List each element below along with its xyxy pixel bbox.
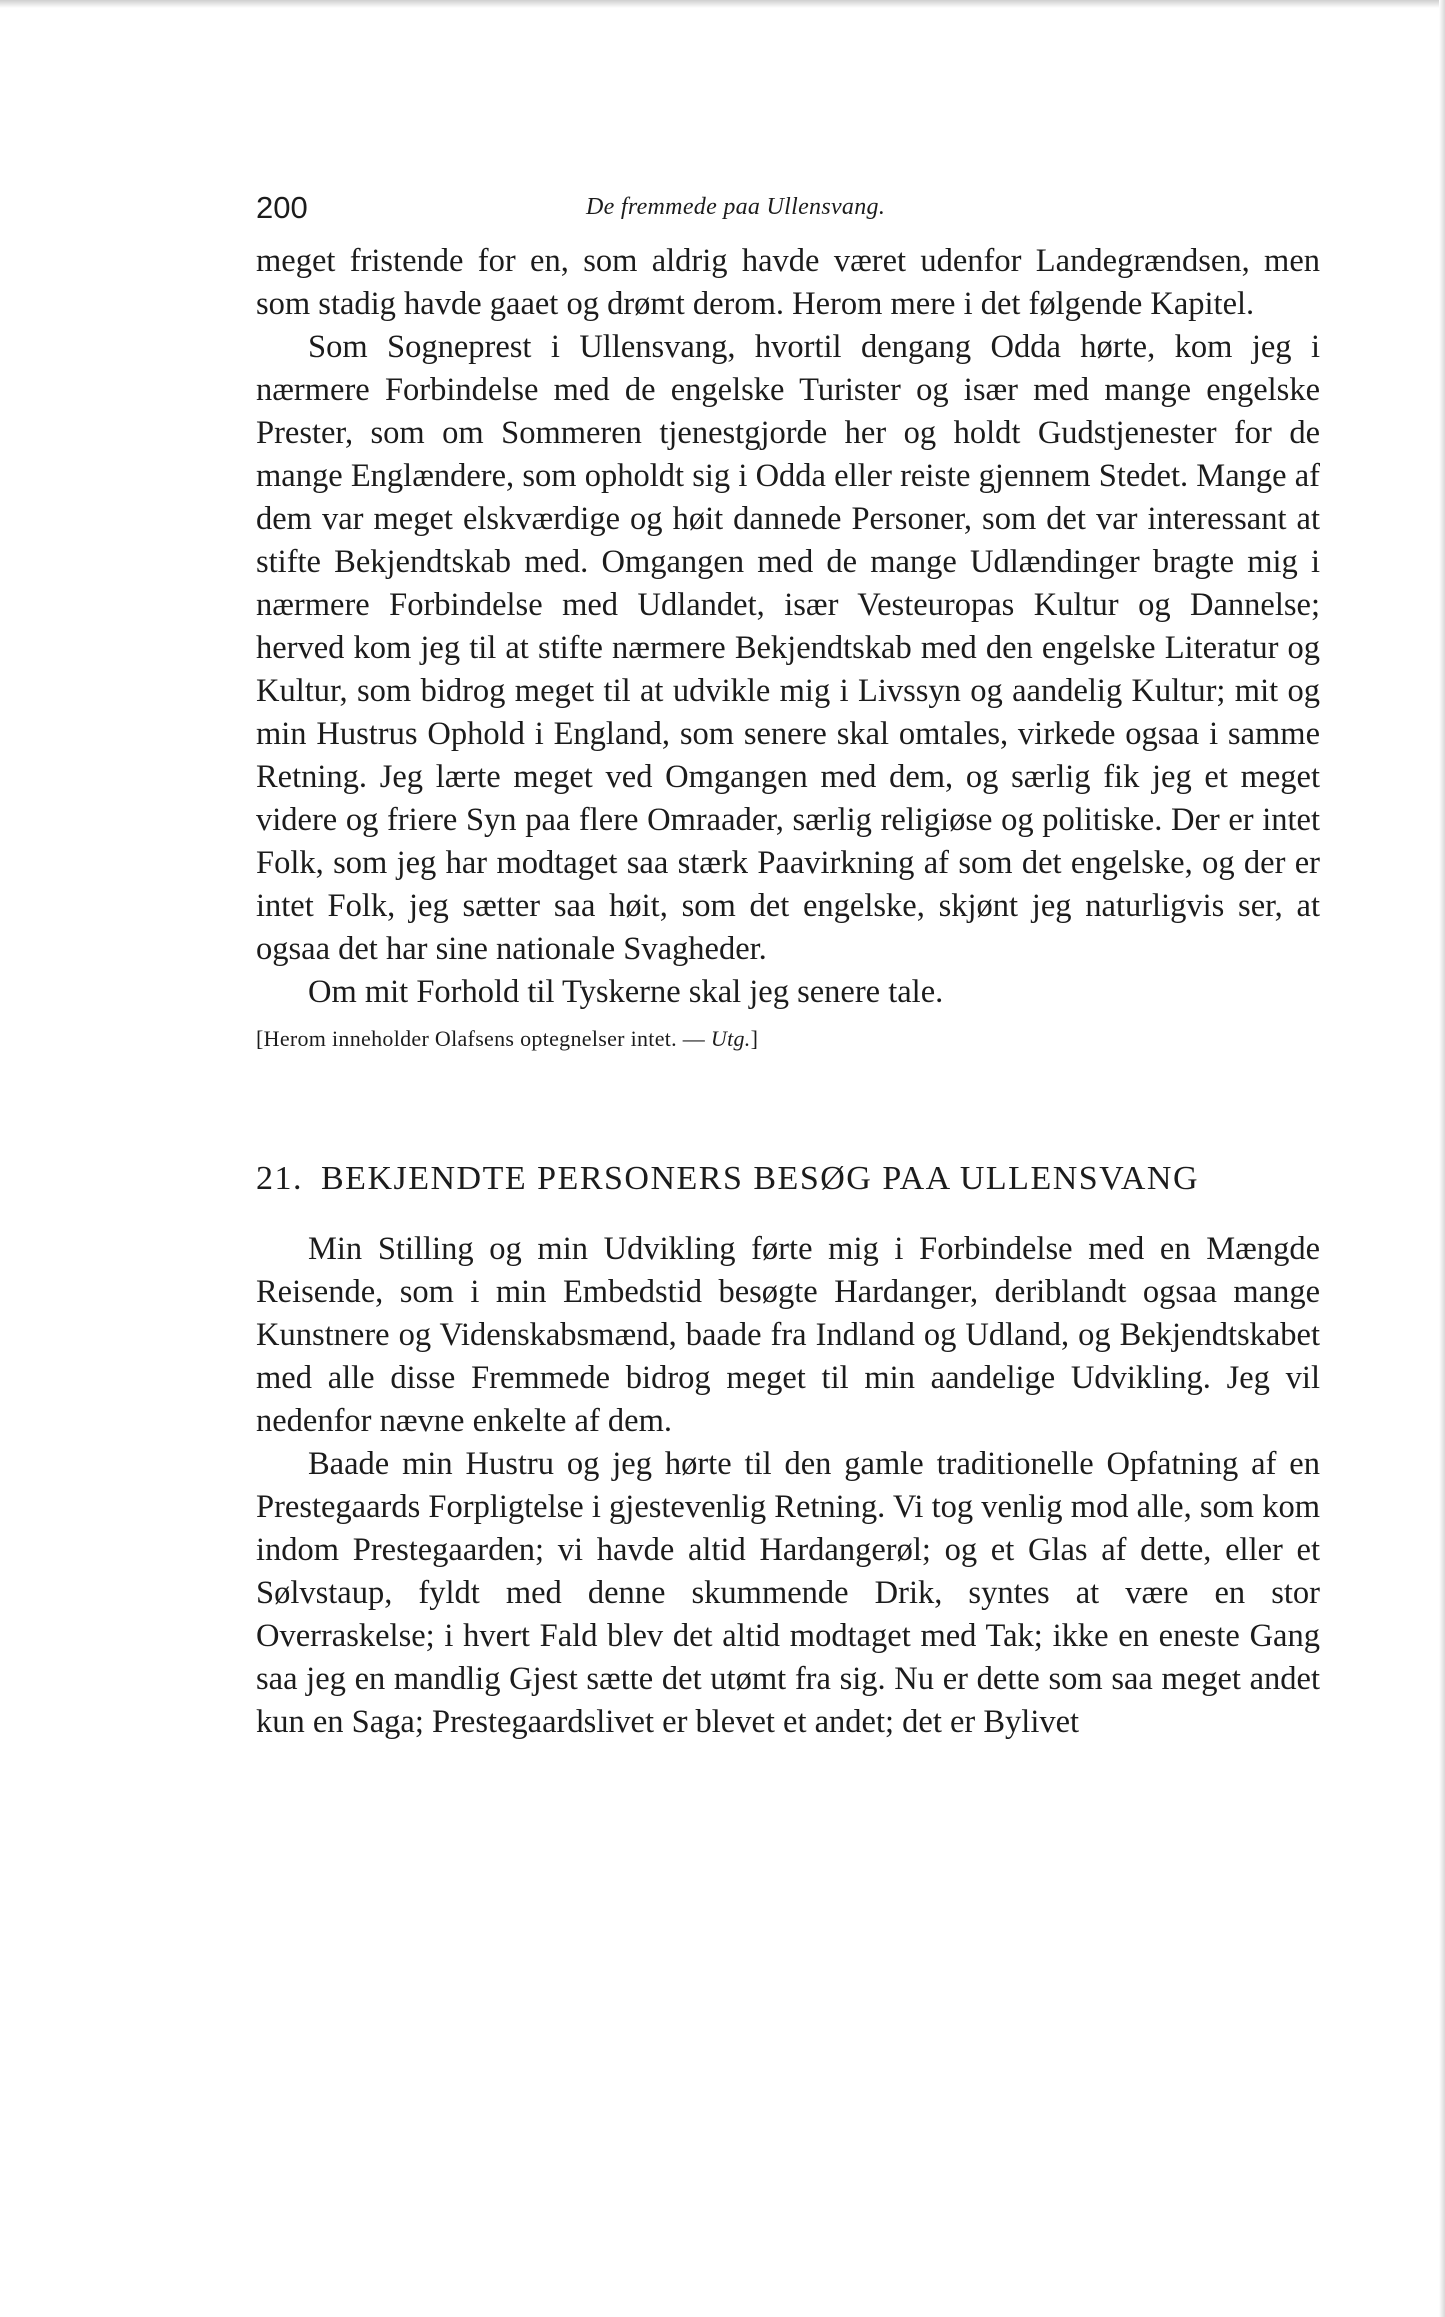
book-page (256, 180, 1320, 1744)
running-title: De fremmede paa Ullensvang. (586, 194, 886, 220)
paragraph: Baade min Hustru og jeg hørte til den gamle traditionelle Opfatning af en Prestegaards Forpligtelse i gjestevenlig Retning. Vi tog venlig mod alle, som kom indom Prestegaarden; vi havde altid Hardangerøl; og et Glas af dette, eller et Sølvstaup, fyldt med denne skummende Drik, syntes at være en stor Overraskelse; i hvert Fald blev det altid modtaget med Tak; ikke en eneste Gang saa jeg en mandlig Gjest sætte det utømt fra sig. Nu er dette som saa meget andet kun en Saga; Prestegaardslivet er blevet et andet; det er Bylivet (256, 1446, 1320, 1740)
paragraph: meget fristende for en, som aldrig havde været udenfor Landegrændsen, men som stadig havde gaaet og drømt derom. Herom mere i det følgende Kapitel. (256, 243, 1320, 322)
paragraph: Min Stilling og min Udvikling førte mig i Forbindelse med en Mængde Reisende, som i min Embedstid besøgte Hardanger, deriblandt ogsaa mange Kunstnere og Videnskabsmænd, baade fra Indland og Udland, og Bekjendtskabet med alle disse Fremmede bidrog meget til min aandelige Udvikling. Jeg vil nedenfor nævne enkelte af dem. (256, 1231, 1320, 1439)
editor-note-close: ] (750, 1026, 759, 1051)
running-header (256, 180, 1320, 240)
editor-signature: Utg. (710, 1026, 751, 1051)
scan-edge (0, 0, 1445, 8)
chapter-heading (256, 1160, 1320, 1198)
body-text-bottom (256, 1228, 1320, 1744)
paragraph: Som Sogneprest i Ullensvang, hvortil dengang Odda hørte, kom jeg i nærmere Forbindelse med de engelske Turister og især med mange engelske Prester, som om Sommeren tjenestgjorde her og holdt Gudstjenester for de mange Englændere, som opholdt sig i Odda eller reiste gjennem Stedet. Mange af dem var meget elskværdige og høit dannede Personer, som det var interessant at stifte Bekjendtskab med. Omgangen med de mange Udlændinger bragte mig i nærmere Forbindelse med Udlandet, især Vesteuropas Kultur og Dannelse; herved kom jeg til at stifte nærmere Bekjendtskab med den engelske Literatur og Kultur, som bidrog meget til at udvikle mig i Livssyn og aandelig Kultur; mit og min Hustrus Ophold i England, som senere skal omtales, virkede ogsaa i samme Retning. Jeg lærte meget ved Omgangen med dem, og særlig fik jeg et meget videre og friere Syn paa flere Omraader, særlig religiøse og politiske. Der er intet Folk, som jeg har modtaget saa stærk Paavirkning af som det engelske, og der er intet Folk, jeg sætter saa høit, som det engelske, skjønt jeg naturligvis ser, at ogsaa det har sine nationale Svagheder. (256, 329, 1320, 967)
body-text-top (256, 240, 1320, 1014)
paragraph: Om mit Forhold til Tyskerne skal jeg senere tale. (308, 974, 944, 1010)
editor-note-text: [Herom inneholder Olafsens optegnelser intet. — (256, 1026, 711, 1051)
scan-edge (1439, 0, 1445, 2317)
chapter-number: 21. (256, 1160, 303, 1197)
page-number: 200 (256, 190, 308, 225)
editor-note (256, 1026, 1320, 1052)
chapter-title: BEKJENDTE PERSONERS BESØG PAA ULLENSVANG (321, 1160, 1200, 1197)
